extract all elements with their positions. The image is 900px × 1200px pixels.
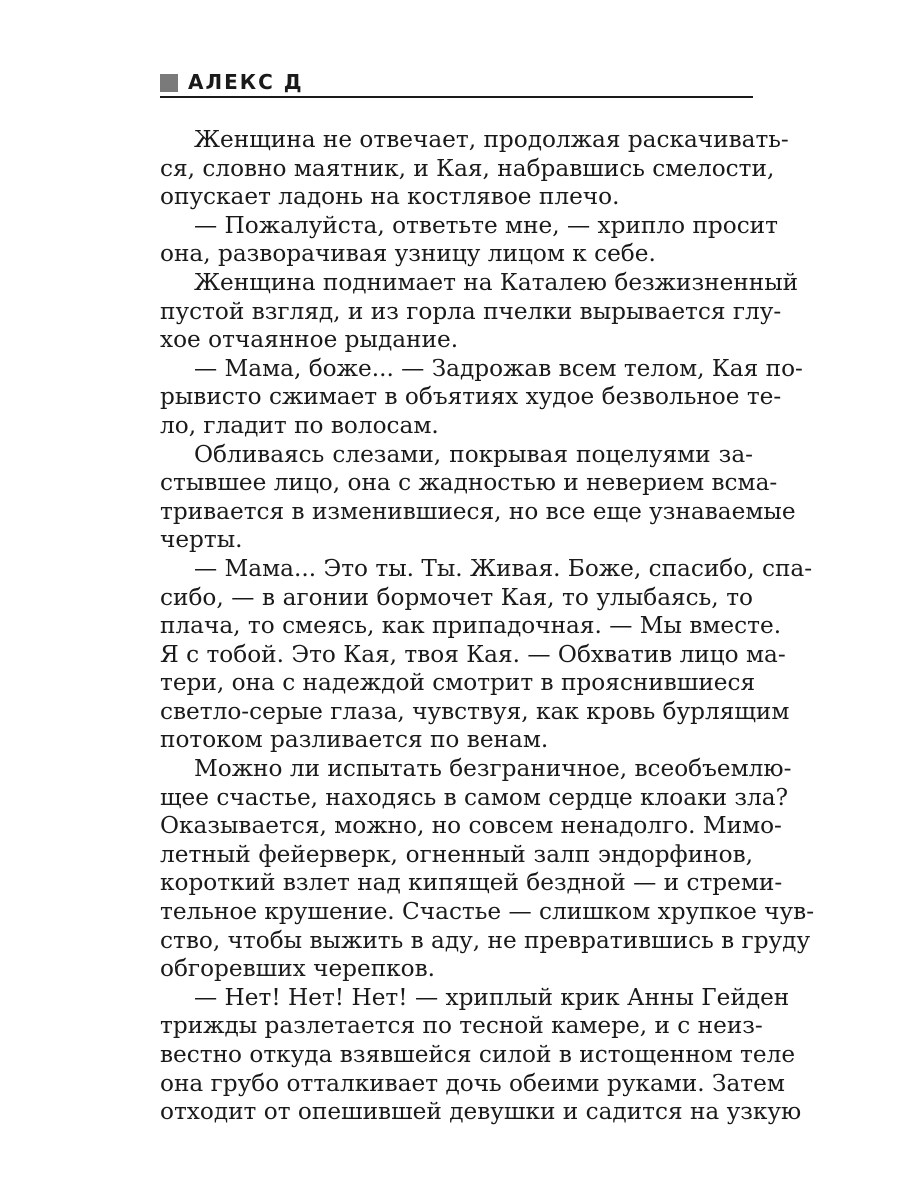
text-line: она грубо отталкивает дочь обеими руками. Затем xyxy=(160,1069,785,1097)
text-line: — Нет! Нет! Нет! — хриплый крик Анны Гейден xyxy=(194,983,790,1011)
paragraph xyxy=(160,268,799,355)
text-line: рывисто сжимает в объятиях худое безвольное те- xyxy=(160,383,782,411)
paragraph xyxy=(160,755,815,984)
text-line: тери, она с надеждой смотрит в прояснившиеся xyxy=(160,669,756,697)
text-line: вестно откуда взявшейся силой в истощенном теле xyxy=(160,1041,796,1068)
text-line: ло, гладит по волосам. xyxy=(160,411,439,439)
text-line: хое отчаянное рыдание. xyxy=(160,326,459,354)
text-line: плача, то смеясь, как припадочная. — Мы вместе. xyxy=(160,612,782,640)
header-author-name: АЛЕКС Д xyxy=(188,70,304,94)
running-header xyxy=(160,70,753,98)
text-line: черты. xyxy=(160,526,243,554)
text-line: опускает ладонь на костлявое плечо. xyxy=(160,183,620,211)
text-line: сибо, — в агонии бормочет Кая, то улыбаясь, то xyxy=(160,583,753,611)
text-line: ся, словно маятник, и Кая, набравшись смелости, xyxy=(160,154,775,182)
text-line: стывшее лицо, она с жадностью и неверием всма- xyxy=(160,469,778,497)
paragraph xyxy=(160,440,796,555)
text-line: Женщина не отвечает, продолжая раскачивать- xyxy=(194,126,789,153)
paragraph xyxy=(160,983,802,1127)
text-line: — Мама, боже... — Задрожав всем телом, Кая по- xyxy=(194,354,803,382)
text-line: она, разворачивая узницу лицом к себе. xyxy=(160,240,656,268)
paragraph xyxy=(160,211,778,269)
text-line: отходит от опешившей девушки и садится на узкую xyxy=(160,1098,802,1126)
text-line: Обливаясь слезами, покрывая поцелуями за- xyxy=(194,440,753,468)
text-line: ство, чтобы выжить в аду, не превратившись в груду xyxy=(160,926,811,954)
text-line: — Мама... Это ты. Ты. Живая. Боже, спасибо, спа- xyxy=(194,554,813,582)
text-line: короткий взлет над кипящей бездной — и стреми- xyxy=(160,869,783,897)
text-line: — Пожалуйста, ответьте мне, — хрипло просит xyxy=(194,211,778,239)
text-line: щее счастье, находясь в самом сердце клоаки зла? xyxy=(160,783,789,811)
text-line: Можно ли испытать безграничное, всеобъемлю- xyxy=(194,755,792,783)
text-line: летный фейерверк, огненный залп эндорфинов, xyxy=(160,840,753,868)
text-line: светло-серые глаза, чувствуя, как кровь бурлящим xyxy=(160,697,790,725)
text-line: потоком разливается по венам. xyxy=(160,726,549,754)
text-line: трижды разлетается по тесной камере, и с неиз- xyxy=(160,1012,763,1040)
text-line: Я с тобой. Это Кая, твоя Кая. — Обхватив лицо ма- xyxy=(160,640,786,668)
text-line: Женщина поднимает на Каталею безжизненный xyxy=(194,268,799,296)
paragraph xyxy=(160,554,813,755)
page-text-body xyxy=(160,126,815,1127)
text-line: тельное крушение. Счастье — слишком хрупкое чув- xyxy=(160,898,815,926)
text-line: пустой взгляд, и из горла пчелки вырывается глу- xyxy=(160,297,782,325)
paragraph xyxy=(160,126,789,212)
text-line: тривается в изменившиеся, но все еще узнаваемые xyxy=(160,497,796,525)
paragraph xyxy=(160,354,803,441)
header-square-marker xyxy=(160,74,178,92)
text-line: обгоревших черепков. xyxy=(160,955,436,983)
text-line: Оказывается, можно, но совсем ненадолго. Мимо- xyxy=(160,812,782,840)
